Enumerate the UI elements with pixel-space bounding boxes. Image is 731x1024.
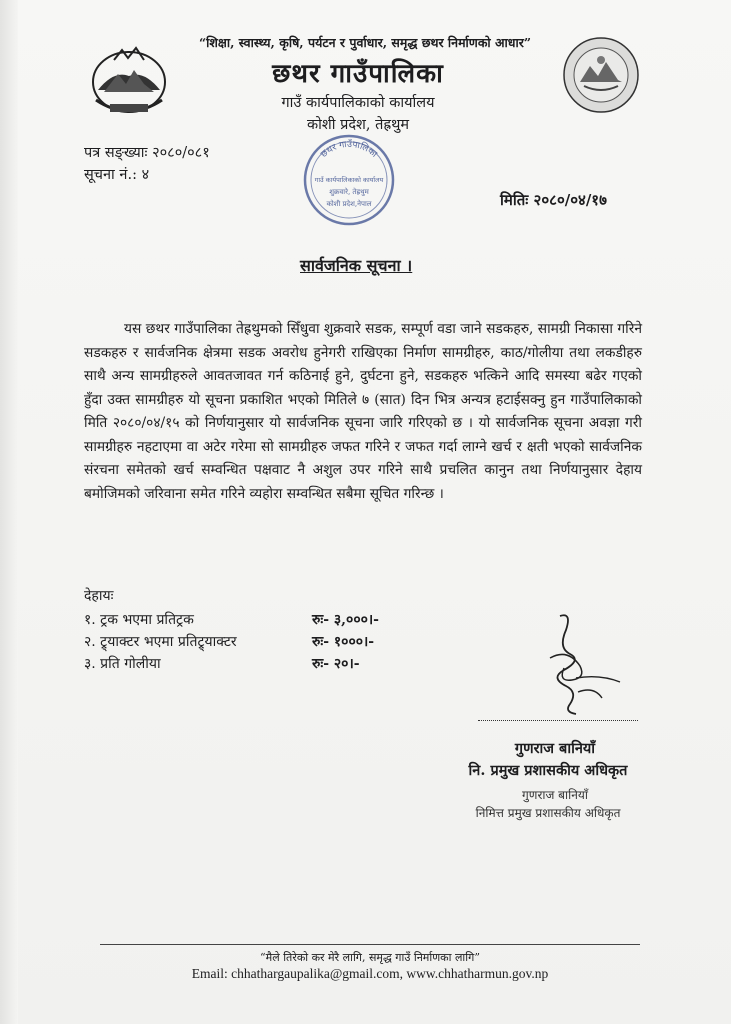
signer-position: नि. प्रमुख प्रशासकीय अधिकृत bbox=[468, 762, 628, 779]
signature-line bbox=[478, 720, 638, 721]
header-motto: “शिक्षा, स्वास्थ्य, कृषि, पर्यटन र पुर्वाधार, समृद्ध छथर निर्माणको आधार” bbox=[198, 35, 532, 50]
reference-number: पत्र सङ्ख्याः २०८०/०८१ bbox=[84, 145, 210, 161]
fine-row bbox=[84, 654, 484, 676]
stamp-line-4: कोशी प्रदेश,नेपाल bbox=[326, 200, 372, 208]
fine-amount: रुः- १०००।- bbox=[312, 634, 375, 650]
office-name: गाउँ कार्यपालिकाको कार्यालय bbox=[281, 95, 435, 111]
fine-amount: रुः- ३,०००।- bbox=[312, 612, 379, 628]
fine-row bbox=[84, 610, 484, 632]
stamp-line-3: शुक्रवारे, तेह्रथुम bbox=[329, 188, 369, 196]
municipality-logo-icon bbox=[562, 36, 640, 114]
municipality-name: छथर गाउँपालिका bbox=[272, 59, 444, 89]
name-stamp-name: गुणराज बानियाँ bbox=[522, 788, 588, 802]
stamp-line-1: छथर गाउँपालिका bbox=[319, 139, 379, 160]
fines-heading: देहायः bbox=[84, 588, 114, 604]
notice-title: सार्वजनिक सूचना । bbox=[300, 256, 413, 275]
page-fold-shadow bbox=[0, 0, 18, 1024]
fine-label: ३. प्रति गोलीया bbox=[84, 656, 161, 672]
name-stamp-position: निमित्त प्रमुख प्रशासकीय अधिकृत bbox=[475, 806, 621, 820]
office-address: कोशी प्रदेश, तेह्रथुम bbox=[306, 117, 410, 133]
stamp-line-2: गाउँ कार्यपालिकाको कार्यालय bbox=[314, 176, 384, 184]
footer-contact: Email: chhathargaupalika@gmail.com, www.chhatharmun.gov.np bbox=[191, 966, 549, 981]
fine-amount: रुः- २०।- bbox=[312, 656, 360, 672]
letter-date: मितिः २०८०/०४/१७ bbox=[500, 191, 607, 209]
footer-slogan: “मैले तिरेको कर मेरै लागि, समृद्ध गाउँ निर्माणका लागि” bbox=[260, 951, 480, 964]
nepal-emblem-icon bbox=[84, 40, 174, 122]
handwritten-signature bbox=[520, 608, 630, 718]
fine-label: २. ट्र्याक्टर भएमा प्रतिट्र्याक्टर bbox=[84, 634, 237, 650]
fine-label: १. ट्रक भएमा प्रतिट्रक bbox=[84, 612, 194, 628]
notice-body: यस छथर गाउँपालिका तेह्रथुमको सिँधुवा शुक्रवारे सडक, सम्पूर्ण वडा जाने सडकहरु, सामग्री निकासा गरिने सडकहरु र सार्वजनिक क्षेत्रमा सडक अवरोध हुनेगरी राखिएका निर्माण सामग्रीहरु, काठ/गोलीया तथा लकडीहरु साथै अन्य सामग्रीहरुले आवतजावत गर्न कठिनाई हुने, दुर्घटना हुने, सडकहरु भत्किने आदि समस्या बढेर गएको हुँदा उक्त सामग्रीहरु यो सूचना प्रकाशित भएको मितिले ७ (सात) दिन भित्र अन्यत्र हटाईसक्नु हुन गाउँपालिकाको मिति २०८०/०४/१५ को निर्णयानुसार यो सार्वजनिक सूचना जारि गरिएको छ । यो सार्वजनिक सूचना अवज्ञा गरी सामग्रीहरु नहटाएमा वा अटेर गरेमा सो सामग्रीहरु जफत गरिने र जफत गर्दा लाग्ने खर्च र क्षती भएको सार्वजनिक संरचना समेतको खर्च सम्वन्धित पक्षवाट नै अशुल उपर गरिने साथै प्रचलित कानुन तथा निर्णयानुसार देहाय बमोजिमको जरिवाना समेत गरिने व्यहोरा सम्वन्धित सबैमा सूचित गरिन्छ । bbox=[84, 321, 642, 502]
footer-divider bbox=[100, 944, 640, 945]
fine-row bbox=[84, 632, 484, 654]
notice-number: सूचना नं.: ४ bbox=[84, 167, 150, 183]
office-stamp bbox=[300, 132, 398, 228]
signer-name: गुणराज बानियाँ bbox=[514, 740, 596, 757]
